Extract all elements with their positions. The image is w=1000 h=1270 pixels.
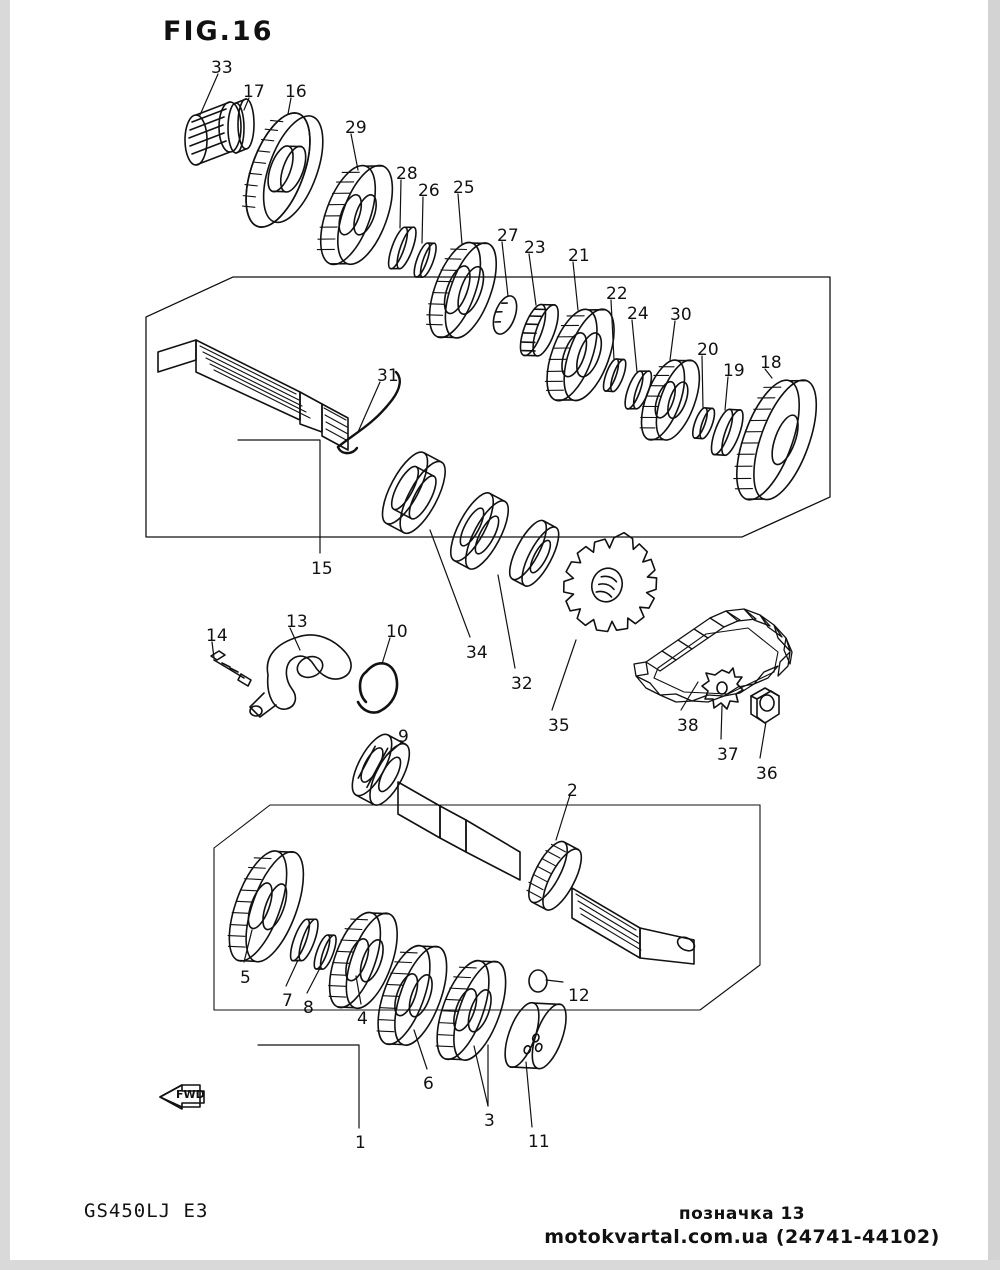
callout-3: 3 bbox=[484, 1111, 495, 1131]
callout-28: 28 bbox=[396, 164, 418, 184]
callout-10: 10 bbox=[386, 622, 408, 642]
callout-38: 38 bbox=[677, 716, 699, 736]
callout-27: 27 bbox=[497, 226, 519, 246]
fwd-arrow-label: FWD bbox=[176, 1088, 205, 1101]
callout-16: 16 bbox=[285, 82, 307, 102]
callout-32: 32 bbox=[511, 674, 533, 694]
callout-17: 17 bbox=[243, 82, 265, 102]
callout-1: 1 bbox=[355, 1133, 366, 1153]
callout-26: 26 bbox=[418, 181, 440, 201]
callout-15: 15 bbox=[311, 559, 333, 579]
callout-23: 23 bbox=[524, 238, 546, 258]
callout-7: 7 bbox=[282, 991, 293, 1011]
callout-13: 13 bbox=[286, 612, 308, 632]
callout-18: 18 bbox=[760, 353, 782, 373]
callout-4: 4 bbox=[357, 1009, 368, 1029]
callout-14: 14 bbox=[206, 626, 228, 646]
footer-line-1: позначка 13 bbox=[678, 1204, 806, 1224]
callout-35: 35 bbox=[548, 716, 570, 736]
callout-24: 24 bbox=[627, 304, 649, 324]
callout-30: 30 bbox=[670, 305, 692, 325]
callout-20: 20 bbox=[697, 340, 719, 360]
callout-2: 2 bbox=[567, 781, 578, 801]
callout-33: 33 bbox=[211, 58, 233, 78]
figure-title: FIG.16 bbox=[163, 16, 274, 47]
callout-5: 5 bbox=[240, 968, 251, 988]
callout-12: 12 bbox=[568, 986, 590, 1006]
callout-36: 36 bbox=[756, 764, 778, 784]
callout-29: 29 bbox=[345, 118, 367, 138]
callout-19: 19 bbox=[723, 361, 745, 381]
footer-credit bbox=[502, 1204, 982, 1248]
callout-31: 31 bbox=[377, 366, 399, 386]
model-code: GS450LJ E3 bbox=[84, 1200, 209, 1222]
callout-11: 11 bbox=[528, 1132, 550, 1152]
callout-9: 9 bbox=[398, 727, 409, 747]
callout-6: 6 bbox=[423, 1074, 434, 1094]
callout-22: 22 bbox=[606, 284, 628, 304]
callout-8: 8 bbox=[303, 998, 314, 1018]
callout-34: 34 bbox=[466, 643, 488, 663]
callout-37: 37 bbox=[717, 745, 739, 765]
callout-21: 21 bbox=[568, 246, 590, 266]
footer-line-2: motokvartal.com.ua (24741-44102) bbox=[544, 1226, 940, 1248]
callout-25: 25 bbox=[453, 178, 475, 198]
